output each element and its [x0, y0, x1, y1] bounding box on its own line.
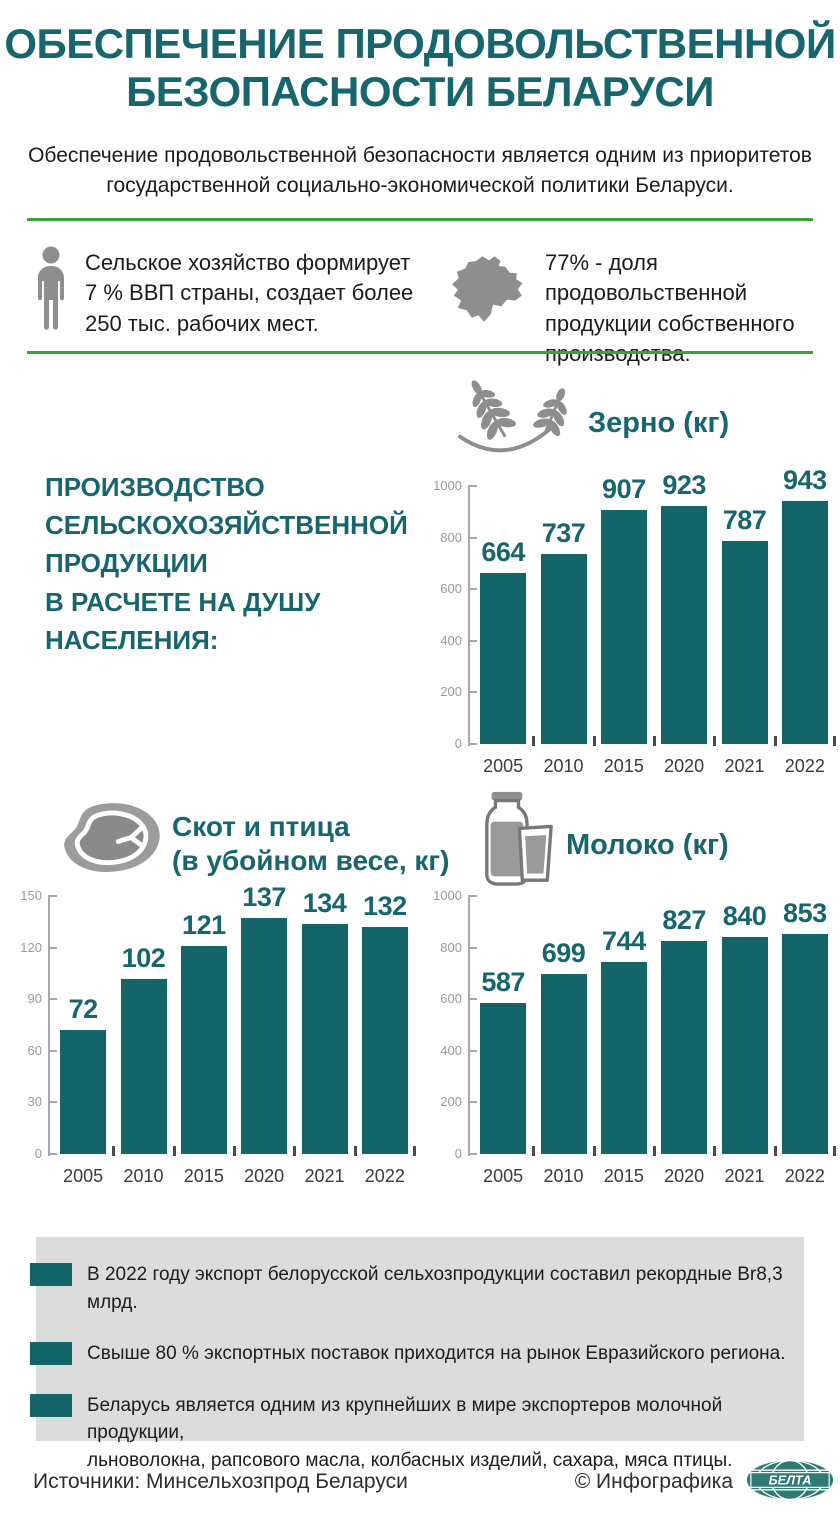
bar-value-label: 699	[541, 938, 586, 968]
bar	[661, 506, 707, 744]
x-axis-label: 2020	[244, 1166, 285, 1186]
y-tick-label: 0	[454, 1146, 462, 1161]
bar-value-label: 840	[722, 901, 767, 931]
y-axis-tick	[48, 1153, 57, 1155]
y-tick-label: 1000	[433, 888, 462, 903]
x-axis-label: 2021	[724, 1166, 765, 1186]
baseline-tick	[112, 1146, 115, 1156]
baseline-tick	[173, 1146, 176, 1156]
baseline-tick	[713, 1146, 716, 1156]
chart-milk	[430, 886, 840, 1196]
bar-value-label: 853	[783, 898, 827, 928]
green-divider-top	[27, 218, 813, 221]
baseline-tick	[532, 736, 535, 746]
bar	[541, 554, 587, 744]
baseline-tick	[774, 1146, 777, 1156]
chart-title-meat: Скот и птица (в убойном весе, кг)	[172, 811, 450, 877]
bar-value-label: 923	[662, 470, 706, 500]
y-tick-label: 30	[27, 1094, 42, 1110]
baseline-tick	[233, 1146, 236, 1156]
x-axis-label: 2020	[664, 756, 705, 776]
bar-value-label: 132	[363, 891, 407, 921]
baseline-tick	[833, 736, 836, 746]
y-axis-tick	[468, 485, 477, 487]
bar-value-label: 827	[662, 905, 706, 935]
export-fact-row	[36, 1263, 804, 1316]
baseline-tick	[293, 1146, 296, 1156]
x-axis-label: 2021	[724, 756, 765, 776]
y-axis-tick	[468, 691, 477, 693]
export-fact-text: В 2022 году экспорт белорусской сельхозпродукции составил рекордные Br8,3 млрд.	[87, 1264, 783, 1313]
x-axis-label: 2010	[543, 756, 584, 776]
x-axis-label: 2022	[364, 1166, 405, 1186]
bar-value-label: 664	[481, 537, 525, 567]
y-axis-line	[468, 896, 470, 1156]
bar-value-label: 587	[481, 967, 525, 997]
x-axis-label: 2010	[543, 1166, 584, 1186]
belarus-map-icon	[448, 252, 530, 331]
y-axis-line	[48, 896, 50, 1156]
y-tick-label: 600	[440, 581, 462, 597]
footer-credit-group	[575, 1458, 835, 1507]
footer-credit: © Инфографика	[574, 1470, 733, 1493]
bullet-square-icon	[30, 1263, 72, 1286]
fact-agriculture-text: Сельское хозяйство формирует 7 % ВВП страны, создает более 250 тыс. рабочих мест.	[85, 250, 414, 336]
bar	[661, 941, 707, 1154]
bar-value-label: 137	[242, 882, 286, 912]
y-axis-tick	[468, 743, 477, 745]
bar	[362, 927, 408, 1154]
belta-logo	[745, 1458, 835, 1507]
bar	[480, 1003, 526, 1154]
bar-value-label: 72	[68, 994, 98, 1024]
y-axis-tick	[468, 998, 477, 1000]
fact-production-share-text: 77% - доля продовольственной продукции собственного	[545, 250, 795, 336]
y-tick-label: 120	[20, 939, 42, 955]
bar-value-label: 907	[602, 474, 646, 504]
export-fact-text: Беларусь является одним из крупнейших в мире экспортеров молочной продукции, льноволокна, рапсового масла, колбасных изделий, сахара, мяса птицы.	[87, 1394, 733, 1471]
bullet-square-icon	[30, 1342, 72, 1365]
y-axis-tick	[468, 1101, 477, 1103]
baseline-tick	[833, 1146, 836, 1156]
bar	[121, 979, 167, 1154]
bar	[302, 924, 348, 1154]
baseline-tick	[593, 736, 596, 746]
bar	[782, 501, 828, 744]
x-axis-label: 2015	[183, 1166, 224, 1186]
y-axis-line	[468, 486, 470, 746]
y-axis-tick	[468, 1050, 477, 1052]
bar	[782, 934, 828, 1154]
bar-value-label: 102	[121, 943, 166, 973]
export-fact-text: Свыше 80 % экспортных поставок приходится на рынок Евразийского региона.	[87, 1343, 786, 1365]
baseline-tick	[354, 1146, 357, 1156]
x-axis-label: 2005	[483, 1166, 524, 1186]
bar-value-label: 737	[541, 518, 586, 548]
y-tick-label: 90	[27, 991, 42, 1007]
bar-value-label: 744	[602, 926, 646, 956]
bar	[601, 962, 647, 1154]
chart-meat	[10, 882, 420, 1196]
svg-text:БЕЛТА: БЕЛТА	[768, 1471, 812, 1487]
footer-sources: Источники: Минсельхозпрод Беларуси	[33, 1470, 408, 1493]
export-fact-row	[36, 1342, 804, 1368]
y-tick-label: 600	[440, 991, 462, 1007]
y-tick-label: 400	[440, 1042, 462, 1058]
y-axis-tick	[468, 588, 477, 590]
y-tick-label: 400	[440, 632, 462, 648]
y-tick-label: 0	[454, 736, 462, 751]
y-axis-tick	[468, 1153, 477, 1155]
y-axis-tick	[468, 895, 477, 897]
x-axis-label: 2015	[603, 1166, 644, 1186]
y-axis-tick	[48, 1050, 57, 1052]
baseline-tick	[713, 736, 716, 746]
x-axis-label: 2020	[664, 1166, 705, 1186]
y-axis-tick	[48, 1101, 57, 1103]
section-heading: ПРОИЗВОДСТВО СЕЛЬСКОХОЗЯЙСТВЕННОЙ ПРОДУКЦИИ В РАСЧЕТЕ НА ДУШУ НАСЕЛЕНИЯ:	[45, 472, 408, 655]
y-tick-label: 0	[34, 1146, 42, 1161]
page-subtitle: Обеспечение продовольственной безопасности является одним из приоритетов государственной социально-экономической политики Беларуси.	[28, 144, 812, 198]
y-tick-label: 800	[440, 529, 462, 545]
chart-title-milk: Молоко (кг)	[566, 829, 729, 861]
baseline-tick	[593, 1146, 596, 1156]
y-axis-tick	[48, 947, 57, 949]
export-facts-block	[36, 1237, 804, 1471]
bar-value-label: 943	[783, 465, 827, 495]
chart-title-grain: Зерно (кг)	[588, 407, 730, 439]
bar	[60, 1030, 106, 1154]
x-axis-label: 2022	[784, 1166, 825, 1186]
chart-grain	[430, 465, 840, 786]
meat-icon	[55, 798, 167, 887]
bar-value-label: 121	[182, 910, 226, 940]
x-axis-label: 2015	[603, 756, 644, 776]
green-divider-bottom	[27, 351, 813, 354]
bullet-square-icon	[30, 1394, 72, 1417]
bar	[541, 974, 587, 1154]
baseline-tick	[413, 1146, 416, 1156]
wheat-icon	[452, 372, 580, 481]
x-axis-label: 2005	[63, 1166, 104, 1186]
x-axis-label: 2010	[123, 1166, 164, 1186]
bar-value-label: 787	[722, 505, 767, 535]
y-axis-tick	[48, 895, 57, 897]
person-icon	[33, 246, 69, 339]
y-tick-label: 60	[27, 1042, 42, 1058]
baseline-tick	[774, 736, 777, 746]
bar	[722, 541, 768, 744]
baseline-tick	[653, 736, 656, 746]
y-tick-label: 800	[440, 939, 462, 955]
y-tick-label: 1000	[433, 478, 462, 493]
x-axis-label: 2022	[784, 756, 825, 776]
bar	[722, 937, 768, 1154]
y-tick-label: 200	[440, 1094, 462, 1110]
x-axis-label: 2021	[304, 1166, 345, 1186]
page-title: ОБЕСПЕЧЕНИЕ ПРОДОВОЛЬСТВЕННОЙ БЕЗОПАСНОСТИ БЕЛАРУСИ	[4, 20, 836, 115]
baseline-tick	[532, 1146, 535, 1156]
y-tick-label: 150	[20, 888, 42, 903]
baseline-tick	[653, 1146, 656, 1156]
bar	[241, 918, 287, 1154]
bar	[480, 573, 526, 744]
y-axis-tick	[468, 947, 477, 949]
bar-value-label: 134	[302, 888, 347, 918]
y-tick-label: 200	[440, 684, 462, 700]
bar	[181, 946, 227, 1154]
milk-icon	[477, 790, 559, 891]
y-axis-tick	[468, 640, 477, 642]
x-axis-label: 2005	[483, 756, 524, 776]
bar	[601, 510, 647, 744]
footer	[33, 1458, 835, 1506]
